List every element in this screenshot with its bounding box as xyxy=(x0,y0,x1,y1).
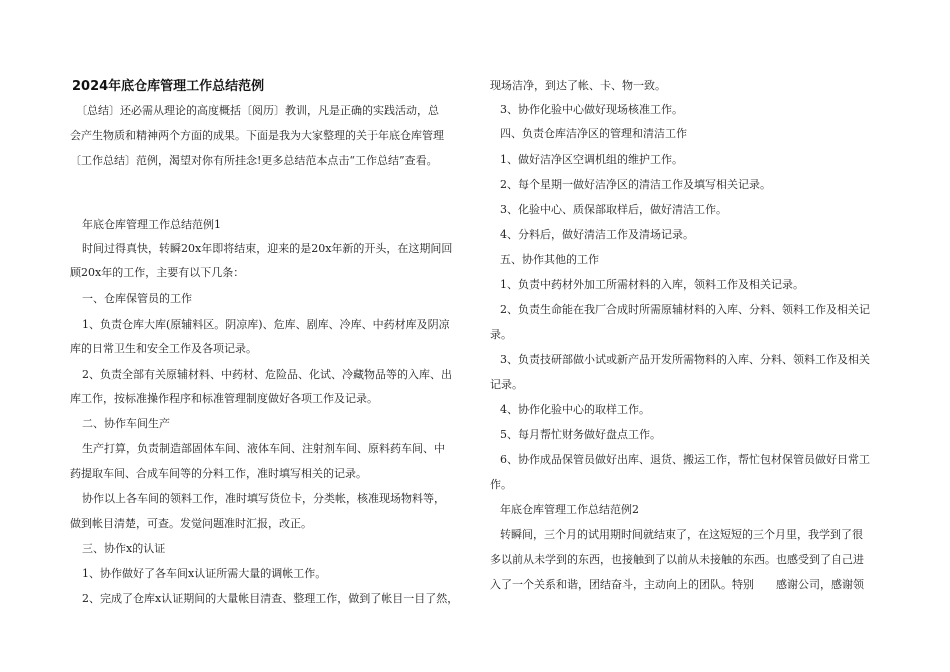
example-1-heading: 年底仓库管理工作总结范例1 xyxy=(82,218,221,231)
paragraph-line: 生产打算，负责制造部固体车间、液体车间、注射剂车间、原料药车间、中 xyxy=(82,442,445,455)
paragraph-line: 现场洁净，到达了帐、卡、物一致。 xyxy=(490,79,666,92)
paragraph-line: 做到帐目清楚，可查。发觉问题准时汇报，改正。 xyxy=(70,517,312,530)
paragraph-line: 1、负责仓库大库(原辅料区。阴凉库)、危库、剧库、冷库、中药材库及阴凉 xyxy=(82,318,450,331)
paragraph-line: 入了一个关系和谐，团结奋斗，主动向上的团队。特别 感谢公司，感谢领 xyxy=(490,578,864,591)
paragraph-line: 2、负责全部有关原辅材料、中药材、危险品、化试、冷藏物品等的入库、出 xyxy=(82,368,452,381)
paragraph-line: 记录。 xyxy=(490,378,523,391)
document-title: 2024年底仓库管理工作总结范例 xyxy=(72,79,265,94)
intro-line-1: 〔总结〕还必需从理论的高度概括〔阅历〕教训，凡是正确的实践活动，总 xyxy=(76,104,439,117)
paragraph-line: 2、完成了仓库x认证期间的大量帐目清查、整理工作，做到了帐目一目了然， xyxy=(82,592,459,605)
paragraph-line: 1、做好洁净区空调机组的维护工作。 xyxy=(500,153,683,166)
section-heading-2: 二、协作车间生产 xyxy=(82,417,170,430)
intro-line-3: 〔工作总结〕范例，渴望对你有所挂念!更多总结范本点击“工作总结”查看。 xyxy=(70,154,438,167)
paragraph-line: 录。 xyxy=(490,328,512,341)
paragraph-line: 6、协作成品保管员做好出库、退货、搬运工作，帮忙包材保管员做好日常工 xyxy=(500,453,870,466)
paragraph-line: 3、负责技研部做小试或新产品开发所需物料的入库、分料、领料工作及相关 xyxy=(500,353,870,366)
intro-line-2: 会产生物质和精神两个方面的成果。下面是我为大家整理的关于年底仓库管理 xyxy=(70,129,444,142)
section-heading-1: 一、仓库保管员的工作 xyxy=(82,292,192,305)
paragraph-line: 多以前从未学到的东西，也接触到了以前从未接触的东西。也感受到了自己进 xyxy=(490,553,864,566)
example-2-heading: 年底仓库管理工作总结范例2 xyxy=(500,503,639,516)
paragraph-line: 3、协作化验中心做好现场核准工作。 xyxy=(500,103,683,116)
paragraph-line: 时间过得真快，转瞬20x年即将结束，迎来的是20x年新的开头，在这期间回 xyxy=(82,242,453,255)
section-heading-5: 五、协作其他的工作 xyxy=(500,253,599,266)
paragraph-line: 协作以上各车间的领料工作，准时填写货位卡，分类帐，核准现场物料等， xyxy=(82,492,445,505)
section-heading-4: 四、负责仓库洁净区的管理和清洁工作 xyxy=(500,127,687,140)
paragraph-line: 库工作，按标准操作程序和标准管理制度做好各项工作及记录。 xyxy=(70,392,378,405)
section-heading-3: 三、协作x的认证 xyxy=(82,542,166,555)
paragraph-line: 4、协作化验中心的取样工作。 xyxy=(500,403,650,416)
paragraph-line: 顾20x年的工作，主要有以下几条： xyxy=(70,266,245,279)
paragraph-line: 5、每月帮忙财务做好盘点工作。 xyxy=(500,428,661,441)
paragraph-line: 3、化验中心、质保部取样后，做好清洁工作。 xyxy=(500,203,727,216)
paragraph-line: 作。 xyxy=(490,478,512,491)
paragraph-line: 1、协作做好了各车间x认证所需大量的调帐工作。 xyxy=(82,567,327,580)
paragraph-line: 库的日常卫生和安全工作及各项记录。 xyxy=(70,342,257,355)
paragraph-line: 2、每个星期一做好洁净区的清洁工作及填写相关记录。 xyxy=(500,178,771,191)
paragraph-line: 转瞬间，三个月的试用期时间就结束了，在这短短的三个月里，我学到了很 xyxy=(500,528,863,541)
paragraph-line: 药提取车间、合成车间等的分料工作，准时填写相关的记录。 xyxy=(70,467,367,480)
paragraph-line: 1、负责中药材外加工所需材料的入库，领料工作及相关记录。 xyxy=(500,278,804,291)
paragraph-line: 4、分料后，做好清洁工作及清场记录。 xyxy=(500,228,694,241)
paragraph-line: 2、负责生命能在我厂合成时所需原辅材料的入库、分料、领料工作及相关记 xyxy=(500,303,870,316)
